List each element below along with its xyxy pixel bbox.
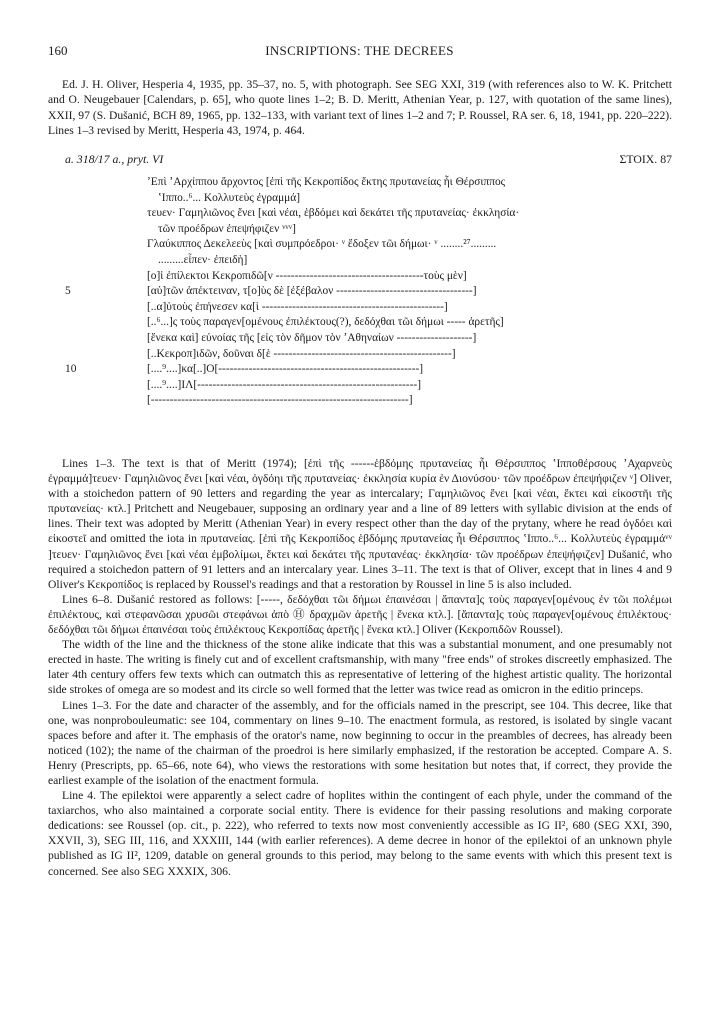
line-text: ʼΕπὶ ʼΑρχίππου ἄρχοντος [ἐπὶ τῆς Κεκροπίδος ἕκτης πρυτανείας ἧι Θέρσιππος (147, 176, 506, 188)
stoichedon-count: ΣΤΟΙΧ. 87 (619, 152, 672, 166)
inscription-line (65, 315, 675, 331)
commentary-paragraph: The width of the line and the thickness of the stone alike indicate that this was a substantial monument, and one presumably not erected in haste. The writing is finely cut and of excellent craftsmanship, with many "free ends" of strokes discreetly emphasized. The later 4th century offers few texts which can outmatch this as representative of lettering of the highest artistic quality. The horizontal side strokes of omega are so modest and its circle so well formed that the letter was twice read as omicron in the editio princeps. (48, 638, 672, 697)
line-number: 10 (65, 363, 77, 376)
line-text: .........εἶπεν· ἐπειδὴ] (158, 253, 248, 266)
line-text: [ἕνεκα καὶ] εὐνοίας τῆς [εἰς τὸν δῆμον τὸν ʼΑθηναίων --------------------] (147, 331, 477, 344)
line-text: τῶν προέδρων ἐπεψήφιζεν ᵛᵛᵛ] (158, 222, 296, 235)
inscription-line (65, 253, 675, 269)
inscription-line (65, 378, 675, 394)
inscription-line (65, 206, 675, 222)
inscription-line (65, 362, 675, 378)
commentary-paragraph: Line 4. The epilektoi were apparently a select cadre of hoplites within the contingent of each phyle, under the command of the taxiarchos, who also maintained a corporate social entity. There is evidence for their passing resolutions and making corporate dedications: see Roussel (op. cit., p. 222), who referred to texts now most conveniently accessible as IG II², 680 (SEG XXI, 390, XXVII, 3), SEG III, 116, and XXXIII, 144 (with earlier references). A deme decree in honor of the epilektoi of an unknown phyle published as IG II², 1209, datable on general grounds to this period, may belong to the same events with which this present text is concerned. See also SEG XXXIX, 306. (48, 789, 672, 878)
page-header (48, 43, 671, 59)
line-text: [....⁹....]ΙΛ[----------------------------------------------------------] (147, 378, 421, 391)
line-number: 5 (65, 285, 71, 298)
edition-note: Ed. J. H. Oliver, Hesperia 4, 1935, pp. 35–37, no. 5, with photograph. See SEG XXI, 319 (with references also to W. K. Pritchett and O. Neugebauer [Calendars, p. 65], who quote lines 1–2; B. D. Meritt, Athenian Year, p. 127, with quotation of the same lines), XXII, 97 (S. Dušanić, BCH 89, 1965, pp. 132–133, with variant text of lines 1–2 and 7; P. Roussel, RA ser. 6, 18, 1941, pp. 220–222). Lines 1–3 revised by Meritt, Hesperia 43, 1974, p. 464. (48, 78, 672, 138)
line-text: [ο]ἱ ἐπίλεκτοι Κεκροπιδῶ[ν ---------------------------------------τοὺς μὲν] (147, 269, 467, 282)
line-text: ʽΙππο..⁶... Κολλυτεὺς ἐγραμμά] (158, 191, 301, 204)
commentary (48, 456, 672, 879)
line-text: Γλαύκιππος Δεκελεεὺς [καὶ συμπρόεδροι· ᵛ ἔδοξεν τῶι δήμωι· ᵛ ........²⁷......... (147, 238, 497, 251)
inscription-line (65, 237, 675, 253)
commentary-paragraph: Lines 6–8. Dušanić restored as follows: [-----, δεδόχθαι τῶι δήμωι ἐπαινέσαι | ἅπαντα]ς τοὺς παραγεν[ομένους ἐν τῶι πολέμωι ἐπιλέκτους, καὶ στεφανῶσαι χρυσῶι στεφάνωι ἀπὸ Ⓗ δραχμῶν ἀρετῆς | ἕνεκα κτλ.]. [ἅπαντα]ς τοὺς παραγεν[ομένους ἐπιλέκτους· δεδόχθαι τῶι δήμωι ἐπαινέσαι τοὺς ἐπιλέκτους Κεκροπίδας ἀρετῆς | ἕνεκα κτλ.] Oliver (Κεκροπιδῶν Roussel). (48, 592, 672, 637)
line-text: [..⁶...]ς τοὺς παραγεν[ομένους ἐπιλέκτους(?), δεδόχθαι τῶι δήμωι ----- ἀρετῆς] (147, 316, 504, 329)
line-text: τευεν· Γαμηλιῶνος ἔνει [καὶ νέαι, ἑβδόμει καὶ δεκάτει τῆς πρυτανείας· ἐκκλησία· (147, 207, 520, 220)
inscription-meta (65, 152, 672, 168)
line-text: [αὐ]τῶν ἀπέκτειναν, τ[ο]ὺς δὲ [ἐξέβαλον ------------------------------------] (147, 285, 477, 298)
inscription-line (65, 269, 675, 285)
inscription-text (65, 175, 675, 409)
inscription-line (65, 222, 675, 238)
line-text: [--------------------------------------------------------------------] (147, 394, 413, 407)
inscription-line (65, 284, 675, 300)
line-text: [..Κεκροπ]ιδῶν, δοῦναι δ[ὲ -----------------------------------------------] (147, 347, 456, 360)
inscription-line (65, 191, 675, 207)
line-text: [....⁹....]κα[..]Ο[-----------------------------------------------------] (147, 363, 424, 376)
inscription-line (65, 331, 675, 347)
date-prytany: a. 318/17 a., pryt. VI (65, 152, 164, 166)
page-number: 160 (48, 43, 68, 58)
commentary-paragraph: Lines 1–3. For the date and character of the assembly, and for the officials named in the prescript, see 104. This decree, like that one, was nonprobouleumatic: see 104, commentary on lines 9–10. The enactment formula, as restored, is isolated by single vacant spaces before and after it. The emphasis of the orator's name, now beginning to occur in the preambles of decrees, has already been noticed (102); the name of the chairman of the proedroi is here similarly emphasized, if the restoration be accepted. Compare A. S. Henry (Prescripts, pp. 65–66, note 64), who views the restorations with some hesitation but notes that, if correct, they provide the earliest example of the isolation of the enactment formula. (48, 698, 672, 787)
running-head: INSCRIPTIONS: THE DECREES (265, 43, 454, 58)
inscription-line (65, 393, 675, 409)
inscription-line (65, 175, 675, 191)
inscription-line (65, 300, 675, 316)
commentary-paragraph: Lines 1–3. The text is that of Meritt (1974); [ἐπὶ τῆς ------ἑβδόμης πρυτανείας ἧι Θέρσιππος ʽΙπποθέρσους ʼΑχαρνεὺς ἐγραμμά]τευεν· Γαμηλιῶνος ἔνει [καὶ νέαι, ὀγδόηι τῆς πρυτανείας· ἐκκλησία κυρία ἐν Διονύσου· τῶν προέδρων ἐπεψήφιζεν ᵛ] Oliver, with a stoichedon pattern of 90 letters and regarding the year as intercalary; Γαμηλιῶνος ἔνει [καὶ νέαι, ἕκτει καὶ εἰκοστῆι τῆς πρυτανείας· κτλ.] Pritchett and Neugebauer, supposing an ordinary year and a line of 89 letters with syllabic division at the ends of lines. Their text was adopted by Meritt (Athenian Year) in every respect other than the day of the prytany, where he read ὀγδόει καὶ εἰκοστεῖ and omitted the iota in πρυτανείας. [ἐπὶ τῆς Κεκροπίδος ἑβδόμης πρυτανείας ἧι Θέρσιππος ʽΙππο..⁶... Κολλυτεὺς ἐγραμμάᵛᵛ ]τευεν· Γαμηλιῶνος ἔνει [καὶ νέαι ἐμβολίμωι, ἕκτει καὶ δεκάτει τῆς πρυτανέας· ἐκκλησία· τῶν προέδρων ἐπεψήφιζεν] Dušanić, who required a stoichedon pattern of 91 letters and an intercalary year. Lines 3–11. The text is that of Oliver, except that in lines 4 and 9 Oliver's Κεκροπίδος is replaced by Roussel's readings and that a restoration by Roussel in line 5 is also included. (48, 457, 672, 591)
inscription-line (65, 347, 675, 363)
line-text: [..α]ὐτοὺς ἐπήνεσεν κα[ὶ ------------------------------------------------] (147, 300, 448, 313)
